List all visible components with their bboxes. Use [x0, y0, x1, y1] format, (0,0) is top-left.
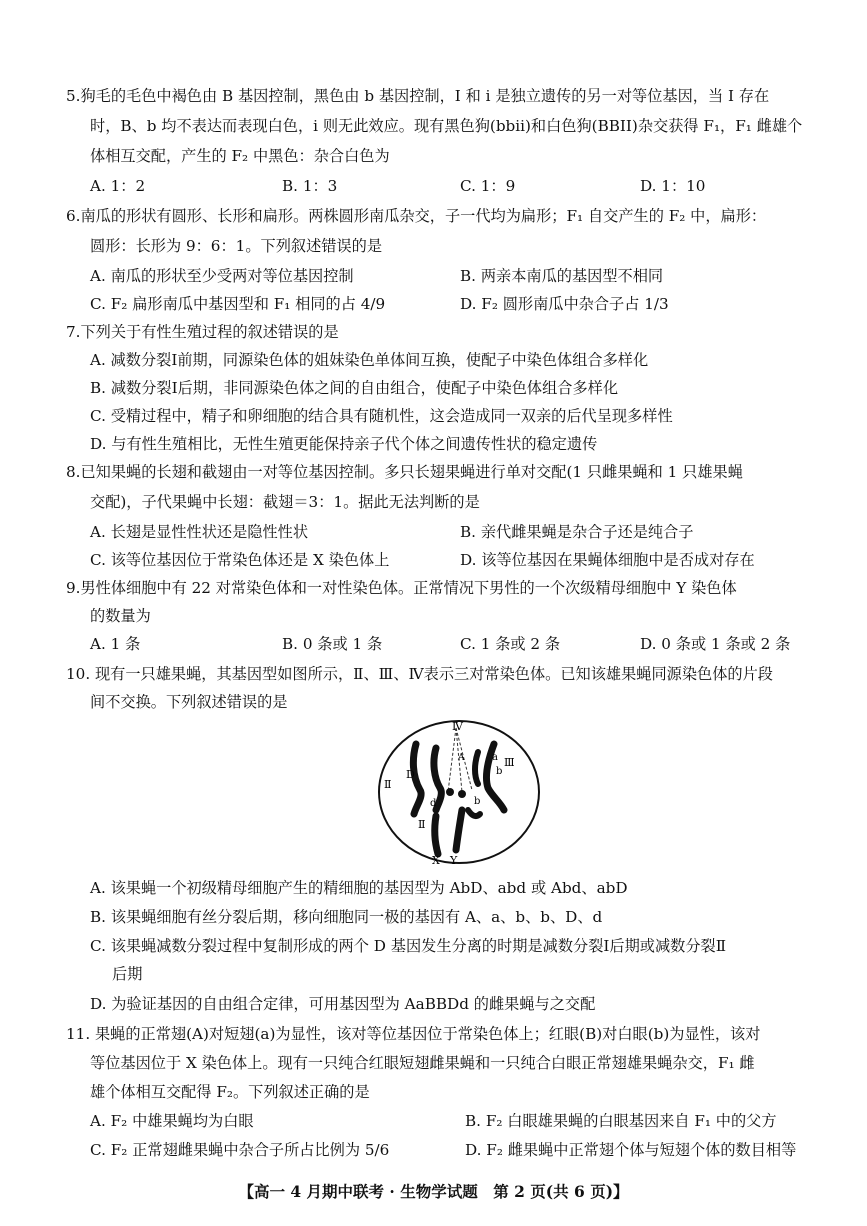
q5-options [90, 176, 810, 196]
q11-option-d[interactable]: D. F₂ 雌果蝇中正常翅个体与短翅个体的数目相等 [465, 1141, 797, 1159]
chromosome-x [435, 816, 438, 854]
q9-stem-line1: 9.男性体细胞中有 22 对常染色体和一对性染色体。正常情况下男性的一个次级精母细胞中 Y 染色体 [66, 579, 737, 597]
q9-option-d[interactable]: D. 0 条或 1 条或 2 条 [640, 635, 791, 653]
label-y: Y [450, 854, 458, 866]
q6-option-d[interactable]: D. F₂ 圆形南瓜中杂合子占 1/3 [460, 295, 669, 313]
q6-stem-line2: 圆形：长形为 9：6：1。下列叙述错误的是 [90, 237, 383, 255]
q5-option-b[interactable]: B. 1：3 [282, 177, 338, 195]
q9-option-b[interactable]: B. 0 条或 1 条 [282, 635, 383, 653]
q11-stem-line1: 11. 果蝇的正常翅(A)对短翅(a)为显性，该对等位基因位于常染色体上；红眼(B)对白眼(b)为显性，该对 [66, 1025, 761, 1043]
q10-stem-line2: 间不交换。下列叙述错误的是 [90, 693, 288, 711]
chromosome-y [456, 810, 462, 850]
q11-options-row1 [90, 1111, 810, 1131]
q10-option-d[interactable]: D. 为验证基因的自由组合定律，可用基因型为 AaBBDd 的雌果蝇与之交配 [90, 995, 596, 1013]
q7-option-b[interactable]: B. 减数分裂Ⅰ后期，非同源染色体之间的自由组合，使配子中染色体组合多样化 [90, 379, 619, 397]
q8-options-row2 [90, 550, 810, 570]
q10-option-c-line1[interactable]: C. 该果蝇减数分裂过程中复制形成的两个 D 基因发生分离的时期是减数分裂Ⅰ后期或减数分裂Ⅱ [90, 937, 727, 955]
q8-option-c[interactable]: C. 该等位基因位于常染色体还是 X 染色体上 [90, 551, 390, 569]
page-footer: 【高一 4 月期中联考 · 生物学试题 第 2 页(共 6 页)】 [238, 1182, 629, 1201]
q11-options-row2 [90, 1140, 810, 1160]
q8-options-row1 [90, 522, 810, 542]
q8-option-a[interactable]: A. 长翅是显性性状还是隐性性状 [90, 523, 309, 541]
q11-option-b[interactable]: B. F₂ 白眼雄果蝇的白眼基因来自 F₁ 中的父方 [465, 1112, 777, 1130]
gene-a-upper: A [458, 753, 465, 763]
label-x: X [432, 854, 440, 866]
q9-stem-line2: 的数量为 [90, 607, 151, 625]
q10-option-b[interactable]: B. 该果蝇细胞有丝分裂后期，移向细胞同一极的基因有 A、a、b、b、D、d [90, 908, 603, 926]
q10-option-c-line2[interactable]: 后期 [112, 965, 143, 983]
gene-a-lower: a [492, 752, 498, 763]
q11-stem-line2: 等位基因位于 X 染色体上。现有一只纯合红眼短翅雌果蝇和一只纯合白眼正常翅雄果蝇杂交，F₁ 雌 [90, 1054, 755, 1072]
q7-stem-line1: 7.下列关于有性生殖过程的叙述错误的是 [66, 323, 339, 341]
gene-d-upper: D [406, 768, 415, 781]
label-iv: Ⅳ [452, 720, 463, 733]
q6-stem-line1: 6.南瓜的形状有圆形、长形和扁形。两株圆形南瓜杂交，子一代均为扁形；F₁ 自交产生的 F₂ 中，扁形： [66, 207, 767, 225]
q8-option-d[interactable]: D. 该等位基因在果蝇体细胞中是否成对存在 [460, 551, 755, 569]
q7-option-c[interactable]: C. 受精过程中，精子和卵细胞的结合具有随机性，这会造成同一双亲的后代呈现多样性 [90, 407, 673, 425]
gene-d-lower: d [430, 798, 437, 809]
q6-options-row1 [90, 266, 810, 286]
q5-option-c[interactable]: C. 1：9 [460, 177, 516, 195]
label-ii: Ⅱ [384, 778, 392, 791]
q11-stem-line3: 雄个体相互交配得 F₂。下列叙述正确的是 [90, 1083, 370, 1101]
q7-option-a[interactable]: A. 减数分裂Ⅰ前期，同源染色体的姐妹染色单体间互换，使配子中染色体组合多样化 [90, 351, 649, 369]
spindle-fiber [448, 728, 456, 792]
chromosome-iv [446, 788, 454, 796]
q9-option-a[interactable]: A. 1 条 [90, 635, 141, 653]
q10-option-a[interactable]: A. 该果蝇一个初级精母细胞产生的精细胞的基因型为 AbD、abd 或 Abd、abD [90, 879, 628, 897]
chromosome-iii-homolog [475, 752, 478, 784]
q5-option-d[interactable]: D. 1：10 [640, 177, 706, 195]
q11-option-c[interactable]: C. F₂ 正常翅雌果蝇中杂合子所占比例为 5/6 [90, 1141, 390, 1159]
chromosome-arm [468, 810, 480, 816]
q6-options-row2 [90, 294, 810, 314]
q9-option-c[interactable]: C. 1 条或 2 条 [460, 635, 561, 653]
q11-option-a[interactable]: A. F₂ 中雄果蝇均为白眼 [90, 1112, 254, 1130]
q7-option-d[interactable]: D. 与有性生殖相比，无性生殖更能保持亲子代个体之间遗传性状的稳定遗传 [90, 435, 598, 453]
q6-option-a[interactable]: A. 南瓜的形状至少受两对等位基因控制 [90, 267, 354, 285]
q8-stem-line2: 交配)，子代果蝇中长翅：截翅＝3：1。据此无法判断的是 [90, 493, 480, 511]
gene-b-2: b [474, 796, 481, 807]
q5-stem-line3: 体相互交配，产生的 F₂ 中黑色：杂合白色为 [90, 147, 390, 165]
q5-option-a[interactable]: A. 1：2 [90, 177, 146, 195]
q8-option-b[interactable]: B. 亲代雌果蝇是杂合子还是纯合子 [460, 523, 694, 541]
q6-option-b[interactable]: B. 两亲本南瓜的基因型不相同 [460, 267, 664, 285]
q5-stem-line1: 5.狗毛的毛色中褐色由 B 基因控制，黑色由 b 基因控制，I 和 i 是独立遗传的另一对等位基因，当 I 存在 [66, 87, 770, 105]
q10-stem-line1: 10. 现有一只雄果蝇，其基因型如图所示，Ⅱ、Ⅲ、Ⅳ表示三对常染色体。已知该雄果蝇同源染色体的片段 [66, 665, 773, 683]
q8-stem-line1: 8.已知果蝇的长翅和截翅由一对等位基因控制。多只长翅果蝇进行单对交配(1 只雌果蝇和 1 只雄果蝇 [66, 463, 743, 481]
q6-option-c[interactable]: C. F₂ 扁形南瓜中基因型和 F₁ 相同的占 4/9 [90, 295, 386, 313]
chromosome-diagram [376, 718, 542, 866]
chromosome-iv-homolog [458, 790, 466, 798]
label-iii: Ⅲ [504, 756, 515, 769]
label-ii-lower: Ⅱ [418, 818, 426, 831]
q5-stem-line2: 时，B、b 均不表达而表现白色，i 则无此效应。现有黑色狗(bbii)和白色狗(BBII)杂交获得 F₁，F₁ 雌雄个 [90, 117, 803, 135]
gene-b-1: b [496, 766, 503, 777]
q9-options [90, 634, 810, 654]
